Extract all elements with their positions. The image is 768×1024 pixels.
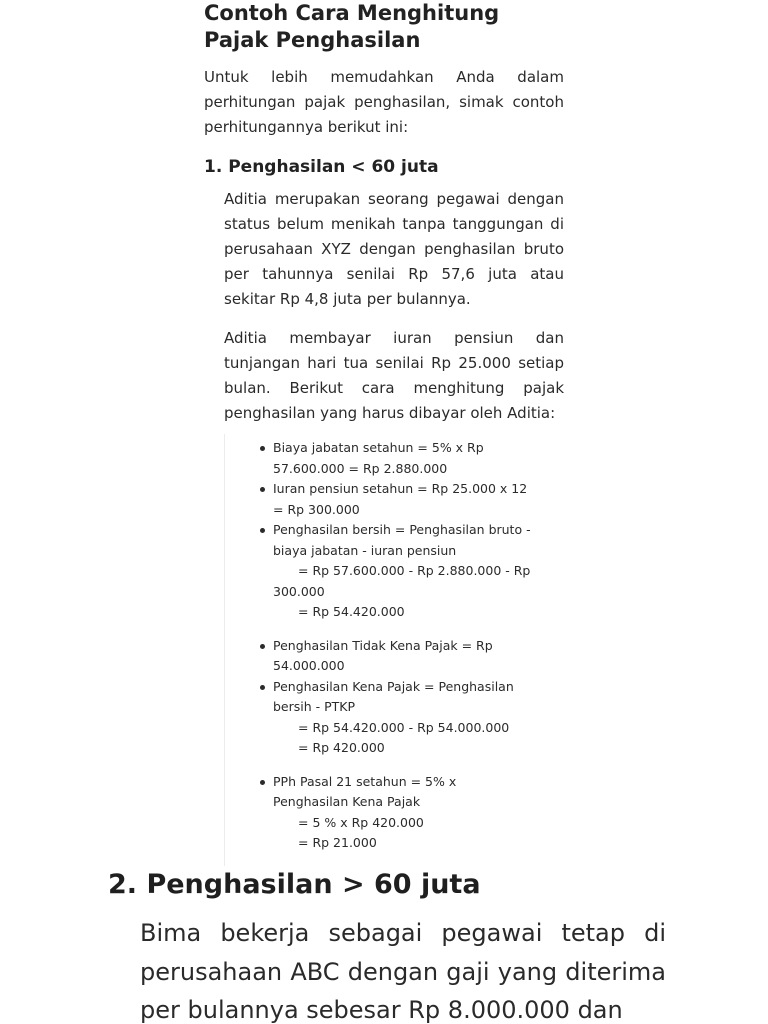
- article-title: Contoh Cara Menghitung Pajak Penghasilan: [204, 1, 500, 52]
- section1-paragraph-2: Aditia membayar iuran pensiun dan tunjangan hari tua senilai Rp 25.000 setiap bulan. Berikut cara menghitung pajak penghasilan yang harus dibayar oleh Aditia:: [224, 329, 564, 422]
- article-upper: [204, 0, 564, 426]
- calc-item-sub: = Rp 54.420.000: [298, 604, 405, 619]
- calc-item-sub: = Rp 57.600.000 - Rp 2.880.000 - Rp: [298, 563, 531, 578]
- calculation-image: [224, 434, 543, 866]
- calc-item-pkp: [273, 677, 535, 759]
- section1-heading: 1. Penghasilan < 60 juta: [204, 157, 439, 177]
- intro-paragraph: Untuk lebih memudahkan Anda dalam perhitungan pajak penghasilan, simak contoh perhitungannya berikut ini:: [204, 68, 564, 136]
- section2-paragraph: Bima bekerja sebagai pegawai tetap di perusahaan ABC dengan gaji yang diterima per bulannya sebesar Rp 8.000.000 dan: [140, 919, 666, 1024]
- calc-item-sub: = Rp 21.000: [298, 835, 377, 850]
- calc-item-pph21: [273, 772, 535, 854]
- section2-heading: 2. Penghasilan > 60 juta: [108, 869, 481, 900]
- calc-item-sub: = 5 % x Rp 420.000: [298, 814, 424, 830]
- section1-paragraph-1: Aditia merupakan seorang pegawai dengan status belum menikah tanpa tanggungan di perusahaan XYZ dengan penghasilan bruto per tahunnya senilai Rp 57,6 juta atau sekitar Rp 4,8 juta per bulannya.: [224, 190, 564, 308]
- calc-item-biaya-jabatan: [273, 438, 535, 479]
- calc-item-text: Biaya jabatan setahun = 5% x Rp 57.600.000 = Rp 2.880.000: [273, 440, 484, 476]
- calc-item-text: PPh Pasal 21 setahun = 5% x Penghasilan Kena Pajak: [273, 773, 457, 809]
- calc-item-ptkp: [273, 636, 535, 677]
- calc-item-iuran-pensiun: [273, 479, 535, 520]
- calc-item-text: Penghasilan bersih = Penghasilan bruto - biaya jabatan - iuran pensiun: [273, 522, 531, 558]
- calculation-list: [273, 438, 535, 854]
- calc-item-text: Penghasilan Kena Pajak = Penghasilan bersih - PTKP: [273, 678, 514, 714]
- calc-item-penghasilan-bersih: [273, 520, 535, 623]
- calc-item-text: Iuran pensiun setahun = Rp 25.000 x 12 = Rp 300.000: [273, 481, 528, 517]
- calc-item-text: Penghasilan Tidak Kena Pajak = Rp 54.000.000: [273, 637, 493, 673]
- calc-item-sub: = Rp 54.420.000 - Rp 54.000.000: [298, 719, 510, 735]
- calc-item-sub: 300.000: [273, 583, 325, 599]
- calc-item-sub: = Rp 420.000: [298, 740, 385, 755]
